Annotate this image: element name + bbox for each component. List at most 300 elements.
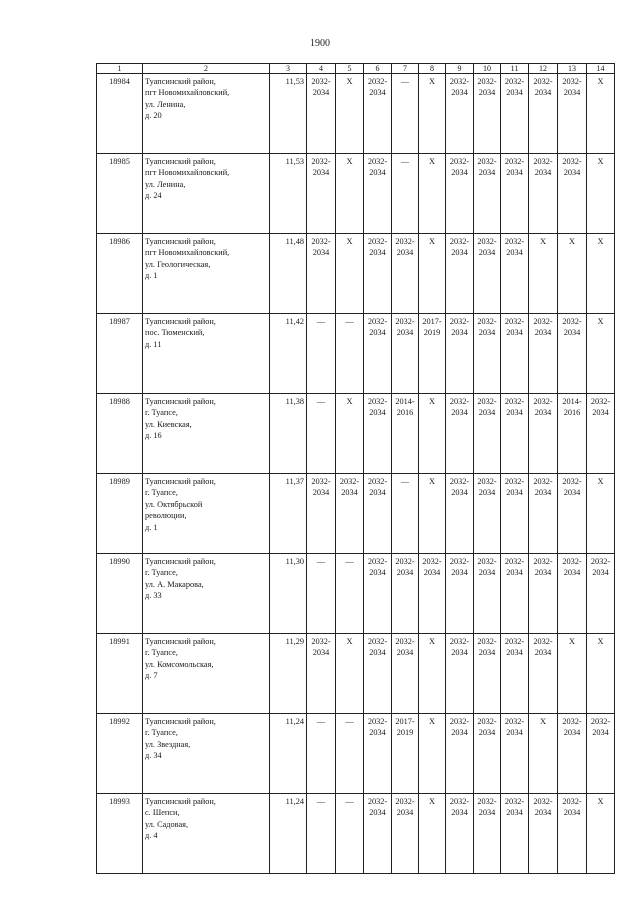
period-start: 2032- xyxy=(562,317,582,326)
register-table xyxy=(96,63,615,874)
address-line: пос. Тюменский, xyxy=(145,328,205,338)
period-end: 2034 xyxy=(451,168,468,178)
address-line: Туапсинский район, xyxy=(145,317,216,326)
period-end: 2034 xyxy=(369,728,386,738)
period-cell xyxy=(529,394,558,474)
period-cell: — xyxy=(336,554,364,634)
period-cell: Х xyxy=(336,394,364,474)
period-end: 2034 xyxy=(312,88,330,98)
period-cell: — xyxy=(392,474,419,554)
period-end: 2034 xyxy=(396,648,414,658)
period-cell xyxy=(501,714,529,794)
period-end: 2034 xyxy=(563,728,581,738)
period-cell: Х xyxy=(529,234,558,314)
address-line: пгт Новомихайловский, xyxy=(145,88,230,98)
column-header: 5 xyxy=(336,64,364,74)
period-start: 2032- xyxy=(367,317,388,326)
period-start: 2032- xyxy=(477,317,497,326)
address-line: ул. Киевская, xyxy=(145,419,192,429)
period-end: 2034 xyxy=(451,88,468,98)
period-cell: Х xyxy=(419,234,446,314)
address-line: с. Шепси, xyxy=(145,808,180,818)
period-start: 2014- xyxy=(395,397,415,406)
period-end: 2034 xyxy=(478,488,496,498)
column-header: 4 xyxy=(307,64,336,74)
table-row xyxy=(97,234,615,314)
period-start: 2032- xyxy=(504,797,525,806)
address-line: г. Туапсе, xyxy=(145,488,178,498)
address-line: Туапсинский район, xyxy=(145,797,216,806)
period-cell xyxy=(364,314,392,394)
period-end: 2034 xyxy=(341,488,358,498)
address-cell xyxy=(143,314,270,394)
period-start: 2032- xyxy=(367,397,388,406)
period-start: 2032- xyxy=(449,317,470,326)
period-start: 2032- xyxy=(367,77,388,86)
period-end: 2034 xyxy=(451,248,468,258)
period-start: 2032- xyxy=(533,797,553,806)
period-cell xyxy=(501,794,529,874)
period-end: 2034 xyxy=(563,168,581,178)
period-end: 2016 xyxy=(563,408,581,418)
value-cell: 11,30 xyxy=(270,554,307,634)
period-cell xyxy=(501,474,529,554)
period-cell xyxy=(529,634,558,714)
period-start: 2032- xyxy=(367,717,388,726)
period-start: 2032- xyxy=(504,557,525,566)
table-row xyxy=(97,634,615,714)
period-end: 2034 xyxy=(506,808,523,818)
column-header: 1 xyxy=(97,64,143,74)
period-start: 2032- xyxy=(504,157,525,166)
period-end: 2034 xyxy=(534,328,552,338)
period-start: 2032- xyxy=(449,237,470,246)
period-cell: — xyxy=(307,794,336,874)
value-cell: 11,24 xyxy=(270,714,307,794)
period-cell: Х xyxy=(558,634,587,714)
period-end: 2034 xyxy=(396,248,414,258)
period-start: 2032- xyxy=(590,397,611,406)
period-start: 2017- xyxy=(422,317,442,326)
period-cell xyxy=(446,554,474,634)
period-cell xyxy=(474,714,501,794)
address-line: Туапсинский район, xyxy=(145,637,216,646)
period-end: 2034 xyxy=(506,648,523,658)
period-start: 2032- xyxy=(449,557,470,566)
period-end: 2034 xyxy=(369,88,386,98)
period-start: 2032- xyxy=(477,397,497,406)
period-cell: — xyxy=(336,314,364,394)
period-cell: Х xyxy=(587,634,615,714)
period-end: 2034 xyxy=(563,488,581,498)
period-cell: — xyxy=(392,154,419,234)
period-end: 2034 xyxy=(506,328,523,338)
period-cell: Х xyxy=(419,474,446,554)
address-line: д. 24 xyxy=(145,191,162,201)
row-number: 18993 xyxy=(97,794,143,874)
period-end: 2034 xyxy=(369,408,386,418)
period-cell xyxy=(446,794,474,874)
address-cell xyxy=(143,154,270,234)
period-start: 2032- xyxy=(533,317,553,326)
period-end: 2016 xyxy=(396,408,414,418)
period-cell xyxy=(474,794,501,874)
period-end: 2019 xyxy=(423,328,441,338)
period-start: 2032- xyxy=(477,717,497,726)
address-line: пгт Новомихайловский, xyxy=(145,168,230,178)
period-cell xyxy=(336,474,364,554)
period-cell xyxy=(474,634,501,714)
period-end: 2034 xyxy=(423,568,441,578)
period-end: 2034 xyxy=(534,808,552,818)
period-end: 2034 xyxy=(506,488,523,498)
period-end: 2034 xyxy=(506,728,523,738)
period-start: 2032- xyxy=(367,157,388,166)
address-line: д. 7 xyxy=(145,671,158,681)
address-line: ул. Ленина, xyxy=(145,179,186,189)
period-end: 2034 xyxy=(506,88,523,98)
period-end: 2034 xyxy=(369,248,386,258)
address-line: Туапсинский район, xyxy=(145,157,216,166)
column-header: 10 xyxy=(474,64,501,74)
period-cell xyxy=(392,234,419,314)
row-number: 18985 xyxy=(97,154,143,234)
period-start: 2032- xyxy=(422,557,442,566)
table-row xyxy=(97,714,615,794)
period-cell: Х xyxy=(587,234,615,314)
period-start: 2032- xyxy=(562,557,582,566)
period-end: 2034 xyxy=(369,488,386,498)
address-cell xyxy=(143,634,270,714)
value-cell: 11,53 xyxy=(270,154,307,234)
period-end: 2034 xyxy=(451,488,468,498)
period-cell: Х xyxy=(558,234,587,314)
period-start: 2032- xyxy=(449,77,470,86)
table-row xyxy=(97,314,615,394)
period-cell: Х xyxy=(419,714,446,794)
period-cell xyxy=(474,74,501,154)
period-cell xyxy=(364,394,392,474)
period-cell: — xyxy=(336,794,364,874)
period-start: 2032- xyxy=(504,717,525,726)
column-header: 8 xyxy=(419,64,446,74)
period-cell xyxy=(558,74,587,154)
address-line: д. 1 xyxy=(145,522,158,532)
table-row xyxy=(97,74,615,154)
address-line: ул. Комсомольская, xyxy=(145,659,214,669)
period-start: 2032- xyxy=(477,77,497,86)
period-cell xyxy=(446,234,474,314)
period-end: 2034 xyxy=(592,408,609,418)
period-cell: Х xyxy=(587,314,615,394)
period-cell: Х xyxy=(529,714,558,794)
period-cell: Х xyxy=(419,154,446,234)
value-cell: 11,29 xyxy=(270,634,307,714)
period-end: 2034 xyxy=(451,408,468,418)
period-cell xyxy=(307,74,336,154)
period-start: 2032- xyxy=(504,637,525,646)
period-cell xyxy=(529,74,558,154)
column-header: 13 xyxy=(558,64,587,74)
period-cell: — xyxy=(307,554,336,634)
column-header: 11 xyxy=(501,64,529,74)
period-cell xyxy=(446,634,474,714)
period-start: 2032- xyxy=(562,77,582,86)
period-cell xyxy=(474,234,501,314)
period-end: 2034 xyxy=(563,808,581,818)
header-row xyxy=(97,64,615,74)
address-line: революции, xyxy=(145,511,187,521)
row-number: 18990 xyxy=(97,554,143,634)
period-cell xyxy=(307,634,336,714)
period-cell xyxy=(446,714,474,794)
period-start: 2032- xyxy=(395,797,415,806)
address-cell xyxy=(143,714,270,794)
period-cell xyxy=(474,474,501,554)
column-header: 6 xyxy=(364,64,392,74)
period-start: 2032- xyxy=(477,237,497,246)
period-start: 2032- xyxy=(477,477,497,486)
period-start: 2032- xyxy=(311,157,331,166)
period-cell xyxy=(364,794,392,874)
period-start: 2032- xyxy=(449,157,470,166)
period-cell xyxy=(558,314,587,394)
period-end: 2034 xyxy=(534,648,552,658)
period-cell xyxy=(364,74,392,154)
period-end: 2034 xyxy=(312,488,330,498)
period-cell xyxy=(529,474,558,554)
row-number: 18984 xyxy=(97,74,143,154)
period-end: 2034 xyxy=(478,328,496,338)
row-number: 18992 xyxy=(97,714,143,794)
period-cell xyxy=(529,554,558,634)
period-cell xyxy=(501,634,529,714)
period-start: 2032- xyxy=(311,77,331,86)
period-cell xyxy=(446,314,474,394)
period-end: 2034 xyxy=(451,808,468,818)
period-end: 2034 xyxy=(312,248,330,258)
period-end: 2034 xyxy=(396,808,414,818)
period-cell: — xyxy=(307,394,336,474)
period-cell xyxy=(558,154,587,234)
period-cell xyxy=(558,474,587,554)
period-cell xyxy=(392,554,419,634)
row-number: 18986 xyxy=(97,234,143,314)
table-row xyxy=(97,154,615,234)
period-start: 2032- xyxy=(477,637,497,646)
period-start: 2032- xyxy=(504,477,525,486)
period-cell xyxy=(474,554,501,634)
period-cell xyxy=(364,154,392,234)
period-start: 2032- xyxy=(533,477,553,486)
page-number: 1900 xyxy=(310,38,330,49)
period-cell xyxy=(587,554,615,634)
period-start: 2032- xyxy=(533,637,553,646)
period-start: 2032- xyxy=(395,637,415,646)
address-line: д. 1 xyxy=(145,271,158,281)
period-cell xyxy=(446,154,474,234)
period-cell: Х xyxy=(587,154,615,234)
address-line: Туапсинский район, xyxy=(145,557,216,566)
period-start: 2032- xyxy=(339,477,360,486)
address-line: д. 34 xyxy=(145,751,162,761)
period-start: 2032- xyxy=(367,797,388,806)
period-end: 2034 xyxy=(478,248,496,258)
period-end: 2034 xyxy=(396,328,414,338)
period-end: 2034 xyxy=(451,648,468,658)
period-end: 2034 xyxy=(451,568,468,578)
period-cell xyxy=(392,794,419,874)
period-end: 2034 xyxy=(396,568,414,578)
value-cell: 11,24 xyxy=(270,794,307,874)
period-cell xyxy=(529,154,558,234)
period-cell xyxy=(364,474,392,554)
address-cell xyxy=(143,554,270,634)
period-end: 2034 xyxy=(312,648,330,658)
period-cell xyxy=(558,714,587,794)
value-cell: 11,48 xyxy=(270,234,307,314)
address-cell xyxy=(143,474,270,554)
period-end: 2034 xyxy=(592,728,609,738)
period-start: 2032- xyxy=(477,157,497,166)
period-start: 2032- xyxy=(504,317,525,326)
period-cell: Х xyxy=(336,154,364,234)
period-cell: Х xyxy=(336,234,364,314)
period-start: 2032- xyxy=(311,477,331,486)
table-body xyxy=(97,64,615,874)
value-cell: 11,38 xyxy=(270,394,307,474)
period-end: 2034 xyxy=(534,408,552,418)
period-start: 2032- xyxy=(504,77,525,86)
address-line: ул. А. Макарова, xyxy=(145,579,204,589)
address-line: ул. Звездная, xyxy=(145,739,191,749)
period-start: 2032- xyxy=(367,477,388,486)
period-end: 2034 xyxy=(534,88,552,98)
period-cell: Х xyxy=(587,74,615,154)
address-cell xyxy=(143,234,270,314)
column-header: 9 xyxy=(446,64,474,74)
period-cell: — xyxy=(307,714,336,794)
period-start: 2032- xyxy=(395,317,415,326)
period-cell xyxy=(307,234,336,314)
period-end: 2034 xyxy=(563,328,581,338)
period-start: 2032- xyxy=(562,157,582,166)
period-cell xyxy=(501,554,529,634)
period-cell: Х xyxy=(336,634,364,714)
period-end: 2034 xyxy=(506,408,523,418)
period-cell xyxy=(587,394,615,474)
period-cell xyxy=(364,234,392,314)
table-row xyxy=(97,794,615,874)
period-start: 2032- xyxy=(449,797,470,806)
period-end: 2034 xyxy=(478,168,496,178)
period-cell xyxy=(364,554,392,634)
table-row xyxy=(97,554,615,634)
period-end: 2034 xyxy=(369,328,386,338)
period-cell xyxy=(558,794,587,874)
address-line: г. Туапсе, xyxy=(145,648,178,658)
period-cell: Х xyxy=(587,794,615,874)
period-end: 2034 xyxy=(478,728,496,738)
address-line: Туапсинский район, xyxy=(145,717,216,726)
period-end: 2034 xyxy=(478,648,496,658)
column-header: 12 xyxy=(529,64,558,74)
address-line: ул. Ленина, xyxy=(145,99,186,109)
period-cell: — xyxy=(336,714,364,794)
period-cell xyxy=(392,314,419,394)
period-end: 2034 xyxy=(534,168,552,178)
address-cell xyxy=(143,394,270,474)
period-end: 2034 xyxy=(478,88,496,98)
period-end: 2034 xyxy=(534,488,552,498)
period-cell xyxy=(529,314,558,394)
address-line: ул. Геологическая, xyxy=(145,259,211,269)
period-start: 2032- xyxy=(562,477,582,486)
period-cell xyxy=(529,794,558,874)
period-cell xyxy=(364,714,392,794)
period-start: 2017- xyxy=(395,717,415,726)
period-cell: Х xyxy=(419,634,446,714)
period-start: 2032- xyxy=(504,397,525,406)
period-cell xyxy=(446,394,474,474)
address-line: д. 33 xyxy=(145,591,162,601)
address-cell xyxy=(143,794,270,874)
period-cell xyxy=(419,554,446,634)
period-start: 2032- xyxy=(367,237,388,246)
row-number: 18987 xyxy=(97,314,143,394)
period-cell xyxy=(446,474,474,554)
column-header: 7 xyxy=(392,64,419,74)
period-cell xyxy=(392,394,419,474)
period-cell xyxy=(419,314,446,394)
period-start: 2032- xyxy=(449,477,470,486)
period-start: 2032- xyxy=(504,237,525,246)
period-start: 2032- xyxy=(311,637,331,646)
address-line: ул. Октябрьской xyxy=(145,499,203,509)
period-cell: Х xyxy=(419,394,446,474)
period-cell: Х xyxy=(587,474,615,554)
row-number: 18989 xyxy=(97,474,143,554)
period-cell xyxy=(307,474,336,554)
period-start: 2014- xyxy=(562,397,582,406)
period-end: 2034 xyxy=(592,568,609,578)
period-cell xyxy=(501,74,529,154)
period-end: 2034 xyxy=(534,568,552,578)
period-cell xyxy=(558,394,587,474)
period-end: 2034 xyxy=(506,168,523,178)
period-start: 2032- xyxy=(367,637,388,646)
period-cell xyxy=(558,554,587,634)
period-cell: — xyxy=(307,314,336,394)
address-line: Туапсинский район, xyxy=(145,397,216,406)
period-cell xyxy=(307,154,336,234)
period-end: 2034 xyxy=(478,808,496,818)
row-number: 18991 xyxy=(97,634,143,714)
period-cell xyxy=(587,714,615,794)
period-cell xyxy=(501,314,529,394)
period-cell xyxy=(501,394,529,474)
period-end: 2034 xyxy=(563,88,581,98)
table-row xyxy=(97,394,615,474)
period-end: 2034 xyxy=(369,808,386,818)
address-line: г. Туапсе, xyxy=(145,728,178,738)
period-end: 2034 xyxy=(478,408,496,418)
period-cell xyxy=(474,394,501,474)
period-cell: Х xyxy=(419,74,446,154)
value-cell: 11,53 xyxy=(270,74,307,154)
period-start: 2032- xyxy=(533,157,553,166)
period-start: 2032- xyxy=(395,557,415,566)
